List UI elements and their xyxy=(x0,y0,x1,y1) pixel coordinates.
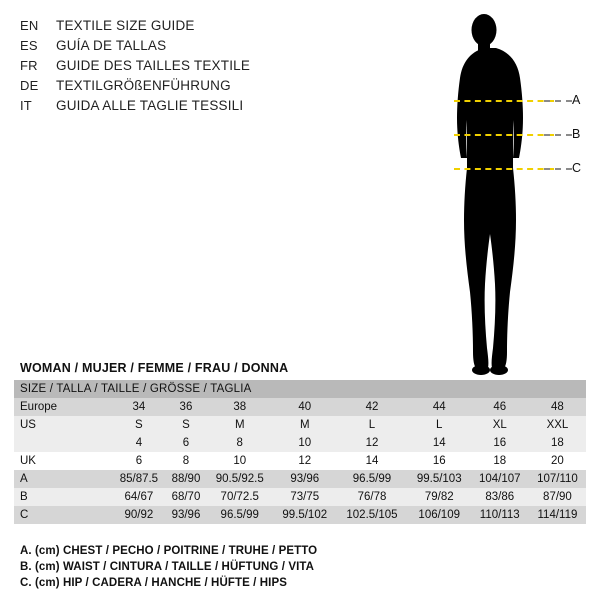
row-label: Europe xyxy=(20,401,58,413)
cell: 14 xyxy=(432,437,446,449)
cell: 18 xyxy=(551,437,564,449)
cell: 16 xyxy=(432,455,446,467)
cell: 88/90 xyxy=(171,473,201,485)
language-row xyxy=(20,76,350,96)
cell: 4 xyxy=(135,437,143,449)
cell: M xyxy=(299,419,310,431)
language-title: TEXTILGRÖßENFÜHRUNG xyxy=(56,78,231,93)
female-silhouette-icon xyxy=(420,8,590,378)
cell: 44 xyxy=(432,401,446,413)
cell: 96.5/99 xyxy=(352,473,392,485)
footnote-block xyxy=(20,543,580,591)
measure-line-b xyxy=(454,134,554,136)
cell: 68/70 xyxy=(171,491,201,503)
language-code: FR xyxy=(20,58,38,73)
row-label: C xyxy=(20,509,29,521)
language-code: EN xyxy=(20,18,39,33)
cell: 10 xyxy=(233,455,247,467)
table-row xyxy=(14,434,586,452)
cell: 85/87.5 xyxy=(119,473,159,485)
language-title: GUIDE DES TAILLES TEXTILE xyxy=(56,58,251,73)
cell: 46 xyxy=(493,401,507,413)
cell: 114/119 xyxy=(537,509,578,521)
cell: 102.5/105 xyxy=(346,509,398,521)
cell: L xyxy=(368,419,376,431)
cell: 90/92 xyxy=(124,509,154,521)
cell: 64/67 xyxy=(124,491,154,503)
cell: 73/75 xyxy=(290,491,320,503)
row-label: US xyxy=(20,419,36,431)
cell: 104/107 xyxy=(478,473,521,485)
measure-leader-a xyxy=(544,100,572,102)
cell: XL xyxy=(492,419,507,431)
cell: 99.5/102 xyxy=(282,509,328,521)
body-figure xyxy=(420,8,590,378)
language-title: GUÍA DE TALLAS xyxy=(56,38,167,53)
cell: 10 xyxy=(298,437,312,449)
table-row xyxy=(14,488,586,506)
table-row xyxy=(14,452,586,470)
footnote-c: C. (cm) HIP / CADERA / HANCHE / HÜFTE / HIPS xyxy=(20,577,288,589)
cell: 87/90 xyxy=(543,491,572,503)
language-title: GUIDA ALLE TAGLIE TESSILI xyxy=(56,98,244,113)
cell: 79/82 xyxy=(424,491,454,503)
language-row xyxy=(20,56,350,76)
measure-leader-c xyxy=(544,168,572,170)
cell: 12 xyxy=(298,455,312,467)
language-row xyxy=(20,96,350,116)
cell: 110/113 xyxy=(479,509,520,521)
cell: 16 xyxy=(493,437,507,449)
measure-line-a xyxy=(454,100,554,102)
measure-leader-b xyxy=(544,134,572,136)
table-header-row xyxy=(14,380,586,398)
language-row xyxy=(20,16,350,36)
cell: 6 xyxy=(182,437,190,449)
row-label: B xyxy=(20,491,28,503)
cell: 99.5/103 xyxy=(416,473,462,485)
cell: 34 xyxy=(132,401,146,413)
cell: 20 xyxy=(551,455,564,467)
cell: 6 xyxy=(135,455,143,467)
language-title: TEXTILE SIZE GUIDE xyxy=(56,18,195,33)
row-label xyxy=(14,434,112,452)
measure-label-c: C xyxy=(572,161,582,175)
cell: L xyxy=(436,419,443,431)
cell: 48 xyxy=(551,401,564,413)
cell: 14 xyxy=(365,455,379,467)
cell: 107/110 xyxy=(537,473,578,485)
cell: S xyxy=(135,419,143,431)
cell: 36 xyxy=(179,401,193,413)
measure-line-c xyxy=(454,168,554,170)
cell: 93/96 xyxy=(290,473,320,485)
table-row xyxy=(14,398,586,416)
language-code: ES xyxy=(20,38,38,53)
cell: 12 xyxy=(365,437,379,449)
cell: 90.5/92.5 xyxy=(215,473,264,485)
footnote-b: B. (cm) WAIST / CINTURA / TAILLE / HÜFTUNG / VITA xyxy=(20,561,315,573)
table-row xyxy=(14,416,586,434)
cell: 42 xyxy=(365,401,379,413)
footnote-a: A. (cm) CHEST / PECHO / POITRINE / TRUHE / PETTO xyxy=(20,545,318,557)
cell: 8 xyxy=(236,437,243,449)
measure-label-a: A xyxy=(572,93,581,107)
language-code: IT xyxy=(20,98,32,113)
section-heading: WOMAN / MUJER / FEMME / FRAU / DONNA xyxy=(20,361,289,375)
size-table xyxy=(14,380,586,524)
cell: M xyxy=(234,419,245,431)
cell: 8 xyxy=(182,455,190,467)
cell: S xyxy=(182,419,190,431)
cell: 83/86 xyxy=(485,491,515,503)
cell: 76/78 xyxy=(357,491,387,503)
table-row xyxy=(14,506,586,524)
table-header-label: SIZE / TALLA / TAILLE / GRÖSSE / TAGLIA xyxy=(20,383,252,395)
cell: 40 xyxy=(298,401,312,413)
cell: 93/96 xyxy=(171,509,201,521)
cell: 38 xyxy=(233,401,247,413)
cell: 106/109 xyxy=(418,509,460,521)
cell: XXL xyxy=(546,419,569,431)
row-label: UK xyxy=(20,455,36,467)
cell: 96.5/99 xyxy=(220,509,259,521)
table-row xyxy=(14,470,586,488)
measure-label-b: B xyxy=(572,127,581,141)
language-code: DE xyxy=(20,78,39,93)
language-title-block xyxy=(20,16,350,116)
cell: 70/72.5 xyxy=(220,491,259,503)
cell: 18 xyxy=(493,455,507,467)
row-label: A xyxy=(20,473,28,485)
language-row xyxy=(20,36,350,56)
